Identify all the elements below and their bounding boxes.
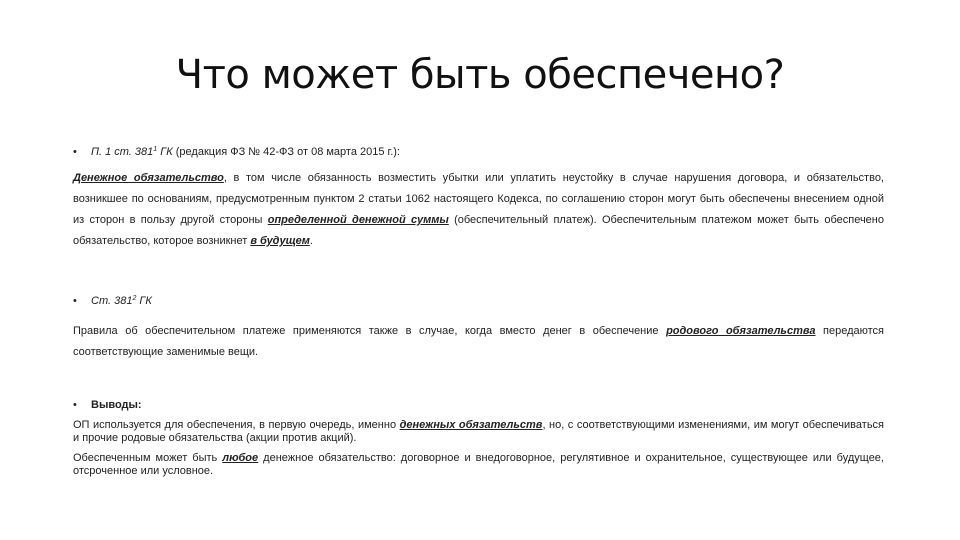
paragraph-text-b: , но, с соответствующими изменениями, им могут обеспечиваться и прочие родовые обязательства (акции против акций).	[73, 419, 885, 444]
article-ref	[91, 146, 173, 158]
paragraph-text-b: денежное обязательство: договорное и внедоговорное, регулятивное и охранительное, существующее или будущее, отсроченное или условное.	[73, 452, 884, 477]
paragraph-conclusion-1	[73, 419, 884, 444]
paragraph-text-a: Обеспеченным может быть	[73, 452, 223, 464]
conclusions-heading: Выводы:	[91, 399, 142, 411]
term-defined-sum: определенной денежной суммы	[267, 214, 449, 226]
article-ref-text: П. 1 ст. 381	[91, 146, 154, 158]
article-ref-code: ГК	[136, 295, 152, 307]
article-ref-text: Ст. 381	[91, 295, 133, 307]
article-ref-edition: (редакция ФЗ № 42-ФЗ от 08 марта 2015 г.):	[172, 146, 400, 158]
term-in-future: в будущем	[250, 235, 310, 247]
paragraph-text-c: .	[309, 235, 313, 247]
bullet-dot: •	[73, 399, 77, 411]
paragraph-generic-obligation	[73, 321, 884, 363]
bullet-item-article-381-2	[73, 294, 152, 308]
paragraph-conclusion-2	[73, 452, 884, 477]
term-any: любое	[222, 452, 259, 464]
article-ref-code: ГК	[157, 146, 173, 158]
article-ref-sup: 1	[153, 146, 158, 153]
paragraph-text-a: Правила об обеспечительном платеже применяются также в случае, когда вместо денег в обеспечение	[73, 325, 667, 337]
bullet-dot: •	[73, 295, 77, 307]
paragraph-text-a: ОП используется для обеспечения, в первую очередь, именно	[73, 419, 400, 431]
article-ref-sup: 2	[132, 295, 137, 302]
term-monetary-obligations: денежных обязательств	[399, 419, 543, 431]
term-monetary-obligation: Денежное обязательство	[73, 172, 224, 184]
paragraph-monetary-obligation	[73, 168, 884, 252]
bullet-item-conclusions	[73, 398, 142, 412]
term-generic-obligation: родового обязательства	[666, 325, 816, 337]
page-title: Что может быть обеспечено?	[175, 52, 785, 98]
paragraph-text-a: , в том числе обязанность возместить убытки или уплатить неустойку в случае нарушения договора, и обязательство, возникшее по основаниям, предусмотренным пунктом 2 статьи 1062 настоящего Кодекса, по соглашению сторон могут быть обеспечены внесением одной из сторон в пользу другой стороны	[73, 172, 884, 226]
paragraph-text-b: (обеспечительный платеж). Обеспечительным платежом может быть обеспечено обязательство, которое возникнет	[73, 214, 884, 247]
bullet-item-article-381-1	[73, 145, 400, 159]
paragraph-text-b: передаются соответствующие заменимые вещи.	[73, 325, 885, 358]
article-ref	[91, 295, 152, 307]
bullet-dot: •	[73, 146, 77, 158]
